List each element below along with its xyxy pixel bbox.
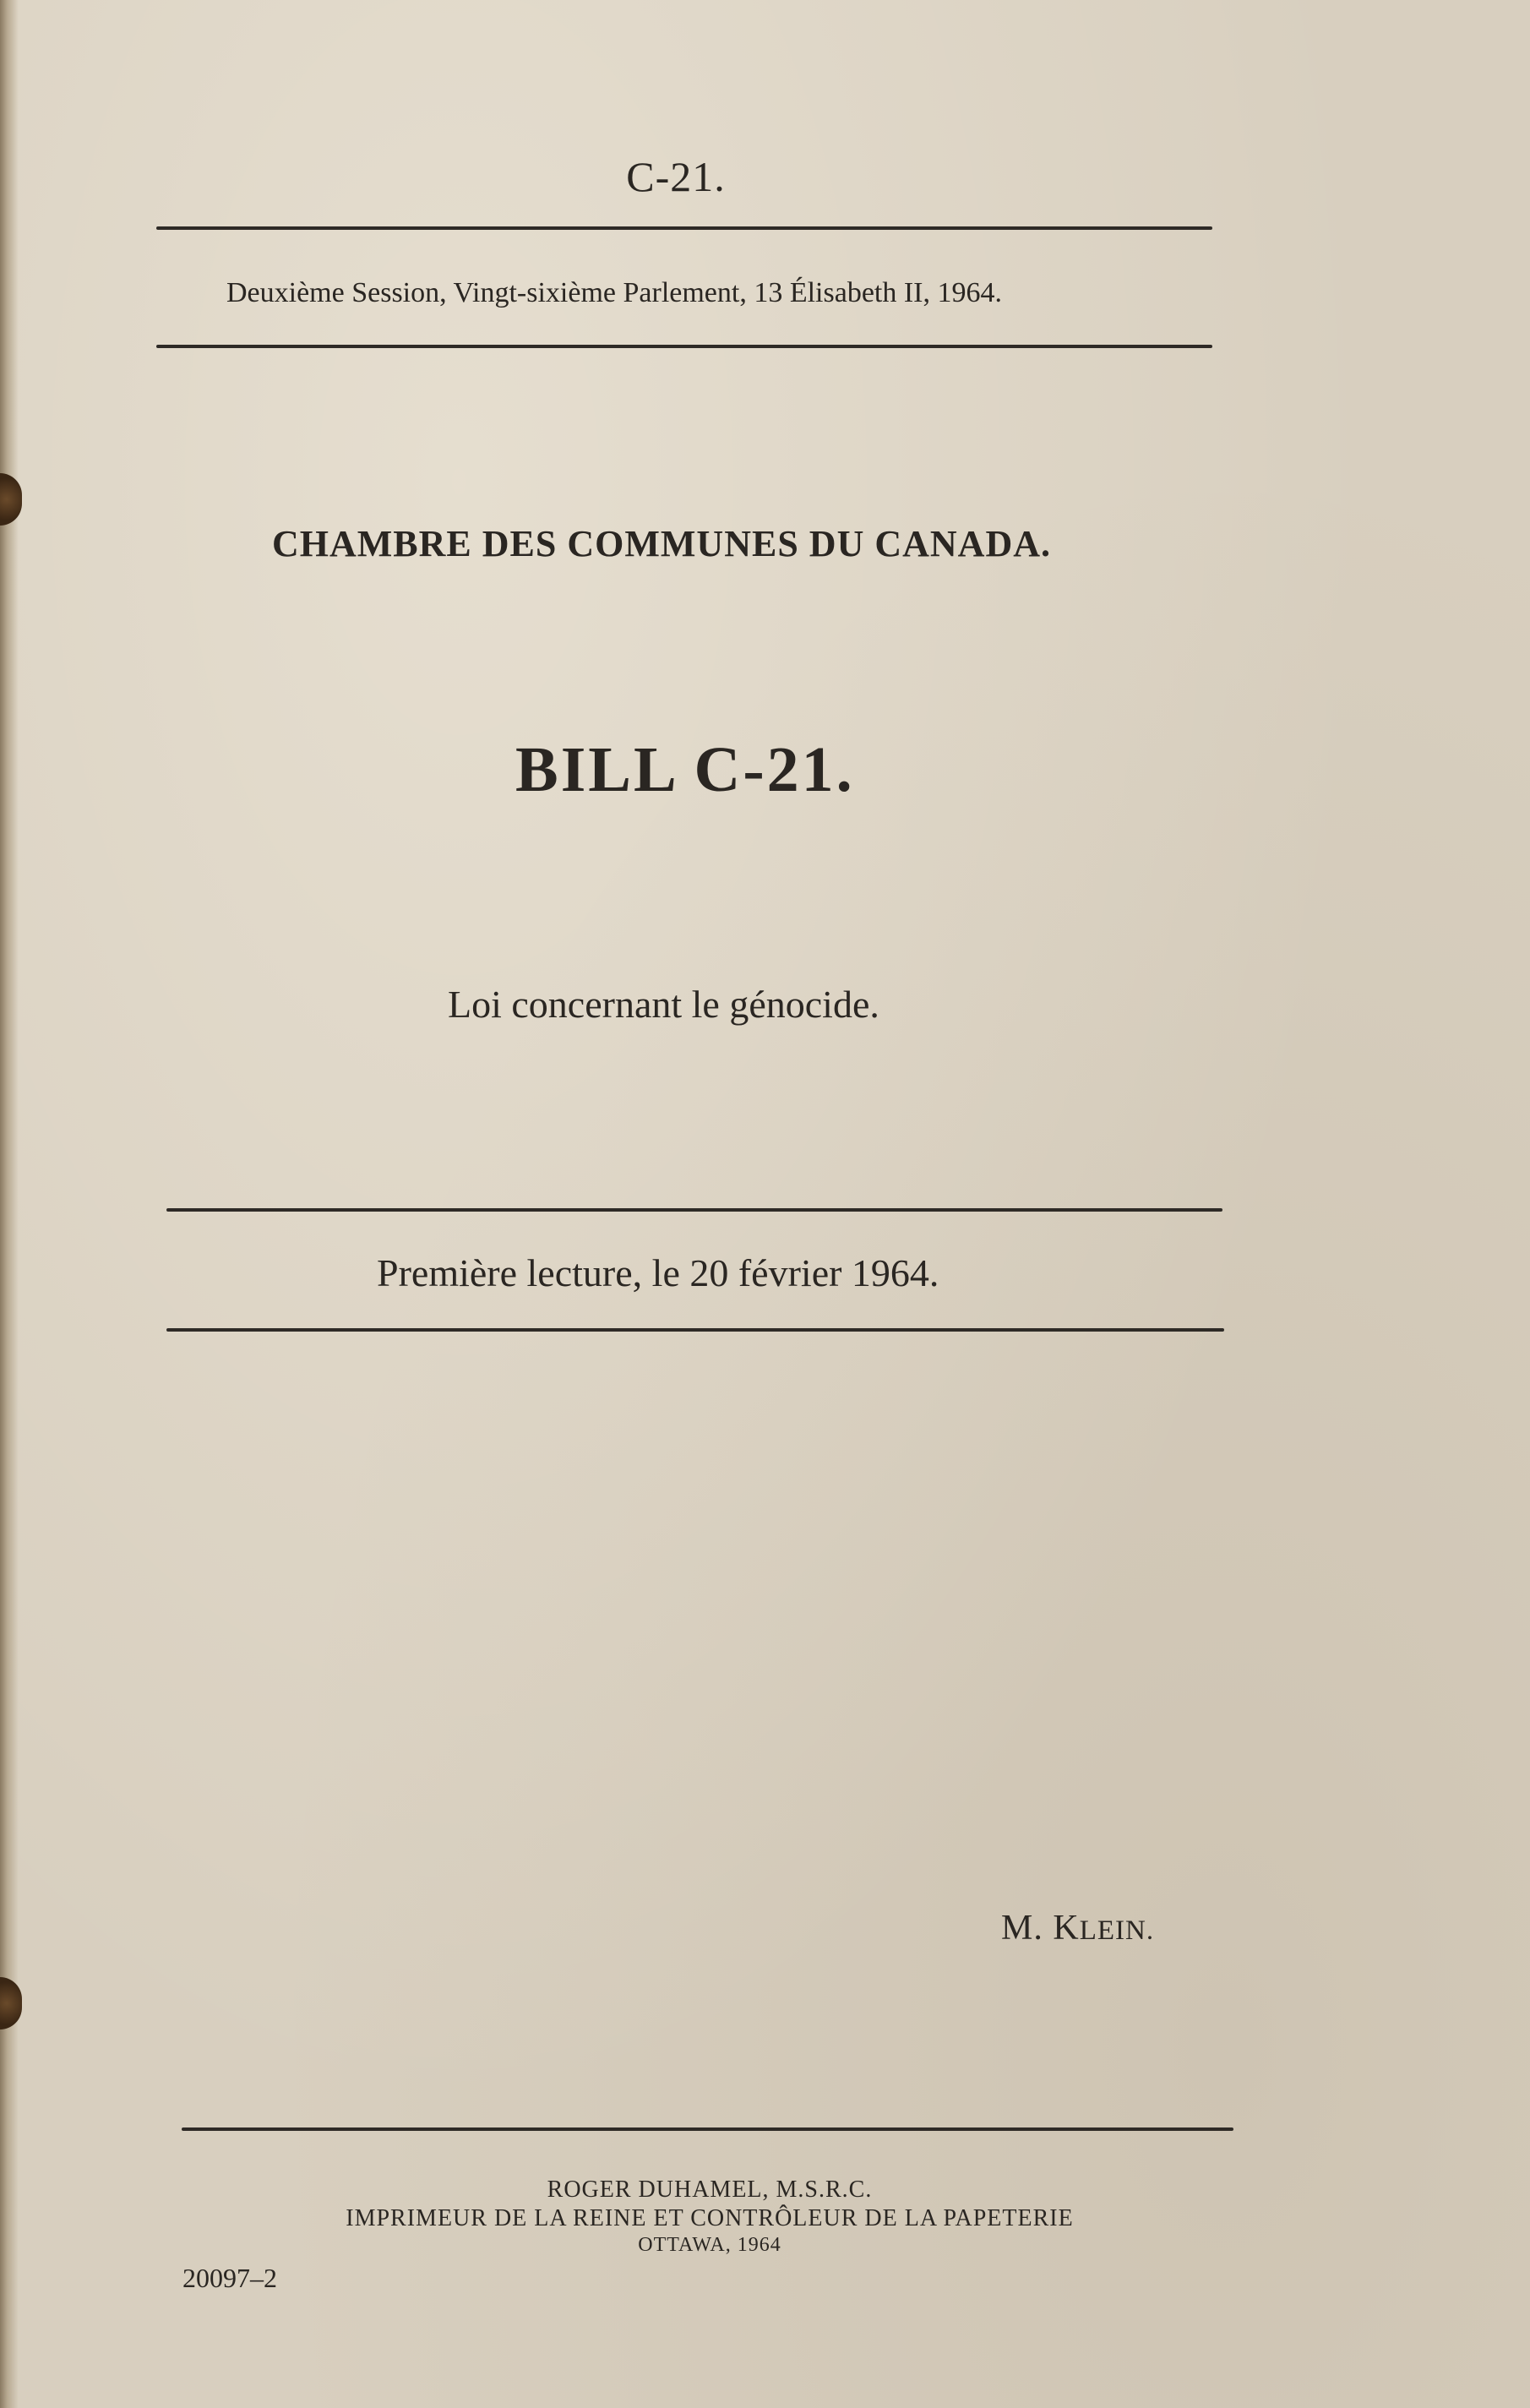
first-reading-line: Première lecture, le 20 février 1964. (377, 1251, 939, 1294)
printer-title: IMPRIMEUR DE LA REINE ET CONTRÔLEUR DE LA PAPETERIE (346, 2205, 1074, 2231)
chamber-heading: CHAMBRE DES COMMUNES DU CANADA. (272, 523, 1051, 564)
document-code: 20097–2 (182, 2263, 277, 2293)
bill-subtitle: Loi concernant le génocide. (448, 983, 879, 1026)
sponsor-initial: M. K (1001, 1909, 1080, 1948)
session-line: Deuxième Session, Vingt-sixième Parlement, 13 Élisabeth II, 1964. (226, 277, 1002, 308)
rule-top-1 (156, 226, 1212, 230)
city-year: OTTAWA, 1964 (638, 2234, 781, 2256)
rule-middle-1 (166, 1208, 1222, 1212)
bill-title: BILL C-21. (515, 734, 855, 805)
binding-edge (0, 0, 19, 2408)
rule-middle-2 (166, 1328, 1224, 1332)
sponsor-small-caps: LEIN. (1079, 1915, 1155, 1946)
staple-bottom (0, 1977, 22, 2029)
rule-top-2 (156, 345, 1212, 348)
sponsor-name (1001, 1908, 1154, 1948)
bill-number-header: C-21. (626, 153, 726, 200)
rule-bottom (182, 2127, 1233, 2131)
printer-name: ROGER DUHAMEL, M.S.R.C. (547, 2176, 873, 2203)
staple-top (0, 473, 22, 526)
